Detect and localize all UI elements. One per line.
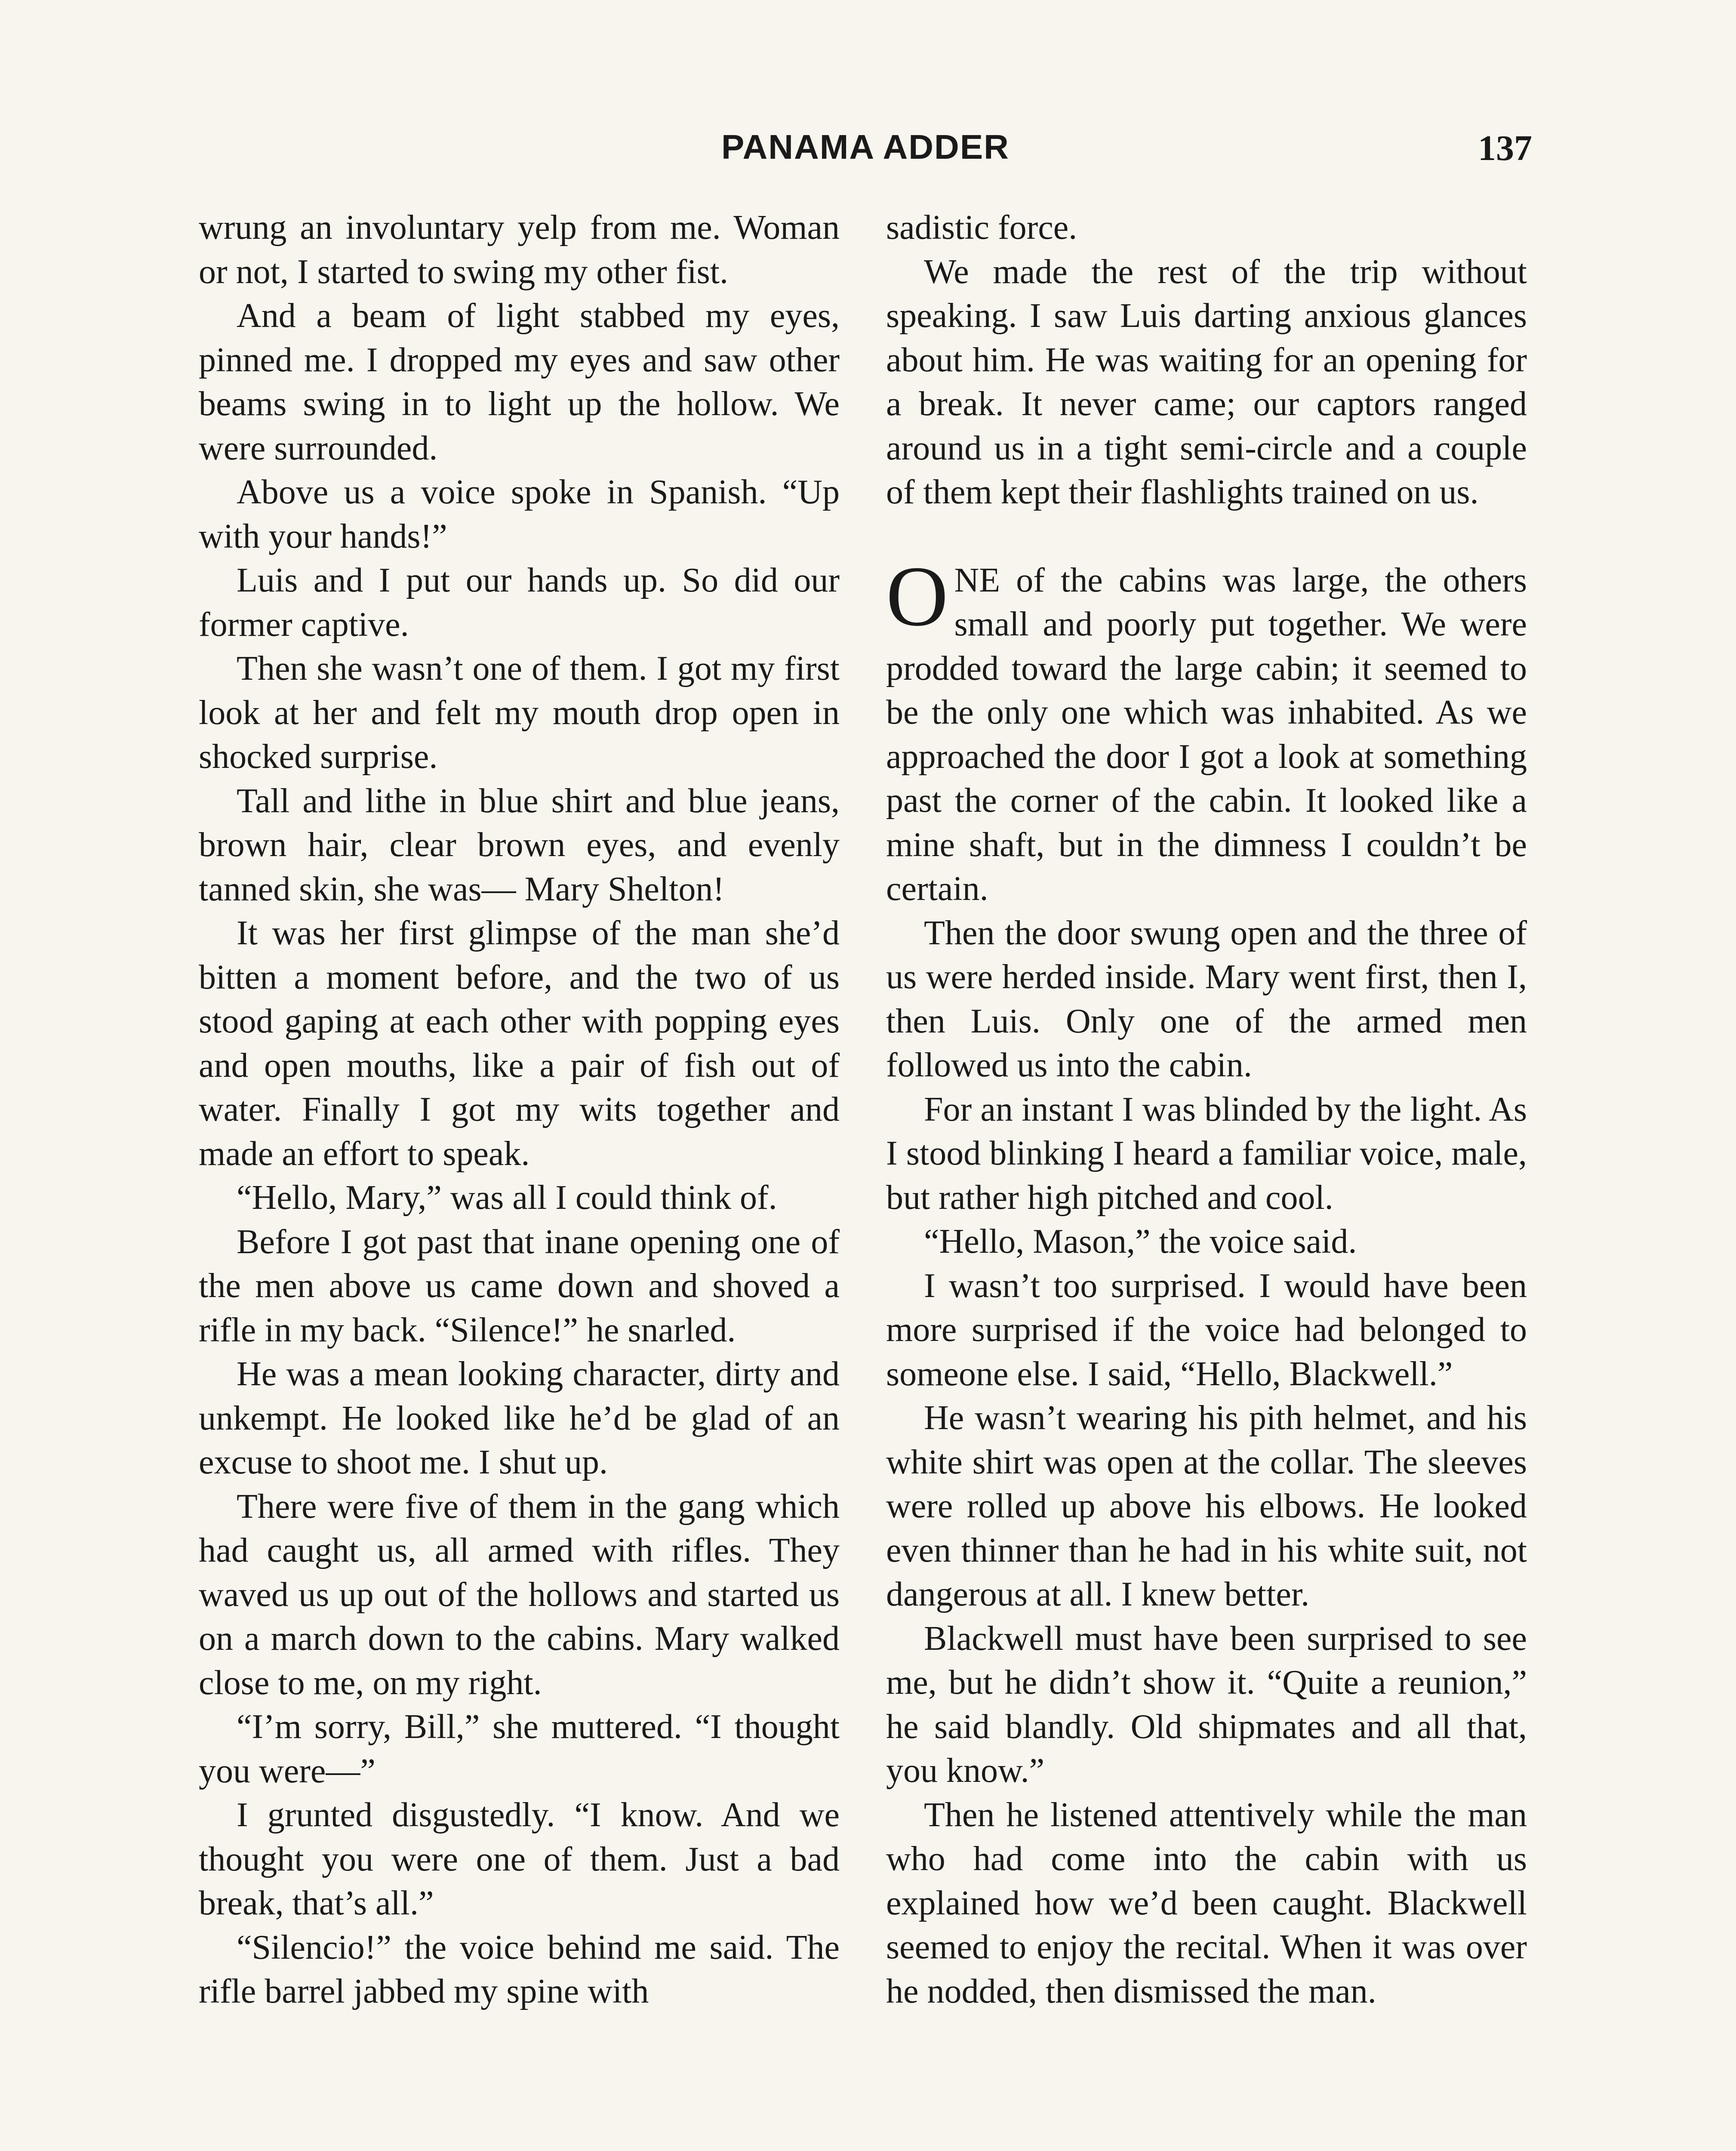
paragraph: Above us a voice spoke in Spanish. “Up with your hands!” xyxy=(199,473,840,555)
section-text: NE of the cabins was large, the others small and poorly put together. We were prodded toward the large cabin; it seemed to be the only one which was inhabited. As we approached the door I got a look at something past the corner of the cabin. It looked like a mine shaft, but in the dimness I couldn’t be certain. xyxy=(886,561,1527,908)
paragraph: For an instant I was blinded by the light. As I stood blinking I heard a familiar voice, male, but rather high pitched and cool. xyxy=(886,1090,1527,1217)
paragraph: “Hello, Mason,” the voice said. xyxy=(924,1223,1357,1260)
paragraph: He wasn’t wearing his pith helmet, and his white shirt was open at the collar. The sleeves were rolled up above his elbows. He looked even thinner than he had in his white suit, not dangerous at all. I knew better. xyxy=(886,1399,1527,1613)
page-header xyxy=(199,127,1532,175)
paragraph: sadistic force. xyxy=(886,209,1077,247)
paragraph: And a beam of light stabbed my eyes, pinned me. I dropped my eyes and saw other beams swing in to light up the hollow. We were surrounded. xyxy=(199,297,840,467)
paragraph: Then she wasn’t one of them. I got my first look at her and felt my mouth drop open in shocked surprise. xyxy=(199,650,840,776)
paragraph: I grunted disgustedly. “I know. And we thought you were one of them. Just a bad break, that’s all.” xyxy=(199,1796,840,1922)
paragraph: wrung an involuntary yelp from me. Woman or not, I started to swing my other fist. xyxy=(199,209,840,291)
paragraph: Before I got past that inane opening one of the men above us came down and shoved a rifle in my back. “Silence!” he snarled. xyxy=(199,1223,840,1349)
paragraph: “I’m sorry, Bill,” she muttered. “I thought you were—” xyxy=(199,1708,840,1790)
running-title: PANAMA ADDER xyxy=(721,128,1010,166)
left-column xyxy=(199,206,840,2014)
paragraph: Tall and lithe in blue shirt and blue jeans, brown hair, clear brown eyes, and evenly tanned skin, she was— Mary Shelton! xyxy=(199,782,840,908)
paragraph: Blackwell must have been surprised to see me, but he didn’t show it. “Quite a reunion,” he said blandly. Old shipmates and all that, you know.” xyxy=(886,1619,1527,1790)
paragraph: I wasn’t too surprised. I would have been more surprised if the voice had belonged to someone else. I said, “Hello, Blackwell.” xyxy=(886,1267,1527,1393)
paragraph: Then he listened attentively while the man who had come into the cabin with us explained how we’d been caught. Blackwell seemed to enjoy the recital. When it was over he nodded, then dismissed the man. xyxy=(886,1796,1527,2010)
paragraph: He was a mean looking character, dirty and unkempt. He looked like he’d be glad of an excuse to shoot me. I shut up. xyxy=(199,1355,840,1481)
section-start-paragraph xyxy=(886,549,1527,911)
right-column xyxy=(886,206,1527,2013)
drop-cap: O xyxy=(886,549,948,644)
paragraph: “Silencio!” the voice behind me said. The rifle barrel jabbed my spine with xyxy=(199,1928,840,2010)
paragraph: It was her first glimpse of the man she’d bitten a moment before, and the two of us stood gaping at each other with popping eyes and open mouths, like a pair of fish out of water. Finally I got my wits together and made an effort to speak. xyxy=(199,914,840,1173)
page-number: 137 xyxy=(1478,128,1532,168)
paragraph: We made the rest of the trip without speaking. I saw Luis darting anxious glances about him. He was waiting for an opening for a break. It never came; our captors ranged around us in a tight semi-circle and a couple of them kept their flashlights trained on us. xyxy=(886,253,1527,511)
paragraph: “Hello, Mary,” was all I could think of. xyxy=(237,1179,777,1217)
paragraph: Then the door swung open and the three of us were herded inside. Mary went first, then I, then Luis. Only one of the armed men followed us into the cabin. xyxy=(886,914,1527,1084)
paragraph: Luis and I put our hands up. So did our former captive. xyxy=(199,561,840,644)
paragraph: There were five of them in the gang which had caught us, all armed with rifles. They waved us up out of the hollows and started us on a march down to the cabins. Mary walked close to me, on my right. xyxy=(199,1487,840,1702)
